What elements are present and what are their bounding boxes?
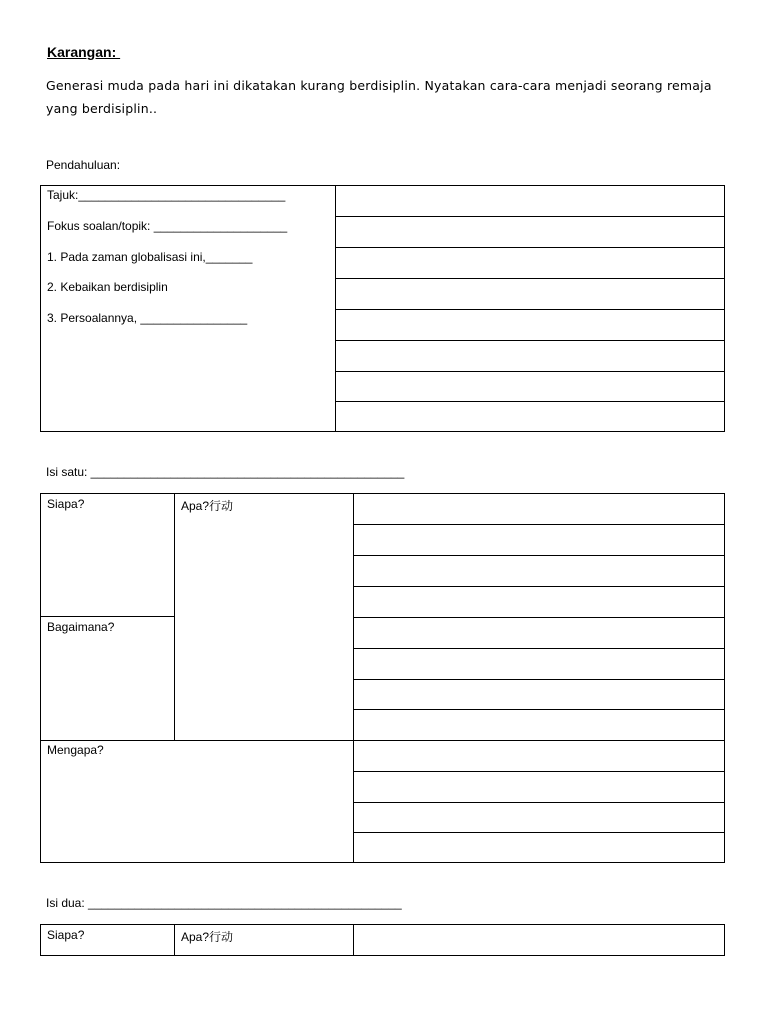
writing-line [336, 247, 724, 248]
essay-question: Generasi muda pada hari ini dikatakan kurang berdisiplin. Nyatakan cara-cara menjadi seorang remaja yang berdisiplin.. [46, 78, 712, 116]
row-divider [41, 740, 353, 741]
mengapa-label: Mengapa? [47, 743, 104, 757]
writing-line [336, 340, 724, 341]
writing-line [354, 586, 724, 587]
column-divider [174, 494, 175, 740]
writing-line [336, 309, 724, 310]
pendahuluan-heading: Pendahuluan: [46, 158, 121, 172]
writing-line [336, 371, 724, 372]
apa-label: Apa?行动 [181, 930, 234, 944]
writing-line [354, 832, 724, 833]
writing-line [354, 555, 724, 556]
writing-line [354, 709, 724, 710]
point-1-label: 1. Pada zaman globalisasi ini,_______ [47, 250, 253, 264]
writing-line [354, 648, 724, 649]
writing-line [336, 278, 724, 279]
writing-line [354, 617, 724, 618]
writing-line [354, 679, 724, 680]
writing-line [336, 216, 724, 217]
fokus-label: Fokus soalan/topik: ____________________ [47, 219, 288, 233]
column-divider [353, 494, 354, 862]
isi-satu-table [40, 493, 725, 863]
writing-line [354, 802, 724, 803]
apa-label: Apa?行动 [181, 499, 234, 513]
siapa-label: Siapa? [47, 497, 85, 511]
page-title: Karangan: [47, 44, 121, 60]
point-2-label: 2. Kebaikan berdisiplin [47, 280, 168, 294]
siapa-label: Siapa? [47, 928, 85, 942]
tajuk-label: Tajuk:_______________________________ [47, 188, 286, 202]
point-3-label: 3. Persoalannya, ________________ [47, 311, 248, 325]
writing-line [336, 401, 724, 402]
column-divider [174, 925, 175, 955]
isi-dua-table [40, 924, 725, 956]
row-divider [41, 616, 174, 617]
column-divider [353, 925, 354, 955]
bagaimana-label: Bagaimana? [47, 620, 115, 634]
writing-line [354, 740, 724, 741]
isi-dua-heading: Isi dua: _______________________________________________ [46, 896, 402, 910]
writing-line [354, 771, 724, 772]
isi-satu-heading: Isi satu: _______________________________________________ [46, 465, 405, 479]
writing-line [354, 524, 724, 525]
pendahuluan-table [40, 185, 725, 432]
